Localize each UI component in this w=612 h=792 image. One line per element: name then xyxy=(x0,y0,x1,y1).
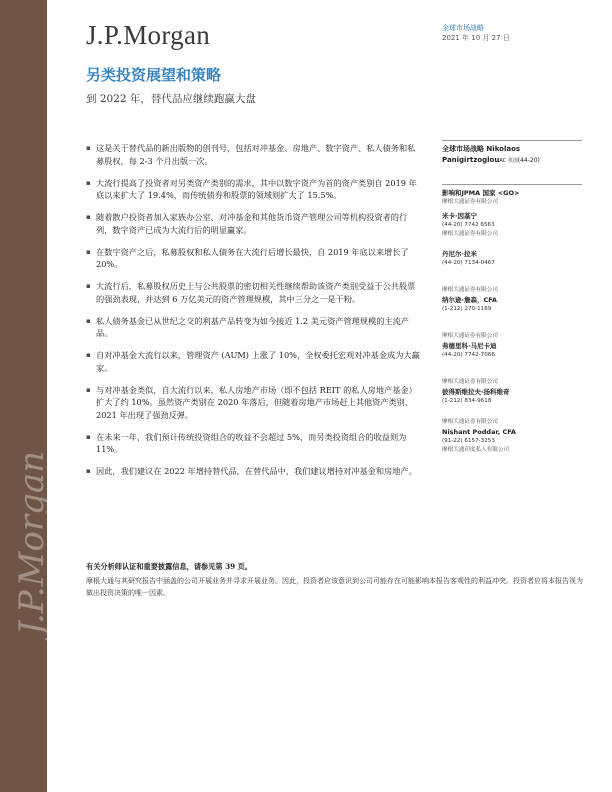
analyst-entry xyxy=(442,332,582,360)
key-point: ▪ 自对冲基金大流行以来，管理资产 (AUM) 上涨了 10%，全权委托宏观对冲基金成为大赢家。 xyxy=(86,349,422,374)
analyst-entry xyxy=(442,378,582,406)
jpmorgan-logo: J.P.Morgan xyxy=(86,20,211,50)
side-watermark-logo-text: J.P.Morgan xyxy=(12,450,52,635)
analyst-firm: 摩根大通证券有限公司 xyxy=(442,199,498,205)
page-title: 另类投资展望和策略 xyxy=(86,66,222,84)
report-date: 2021 年 10 月 27 日 xyxy=(442,34,510,42)
report-series: 全球市场战略 xyxy=(442,24,484,32)
lead-analyst xyxy=(442,140,582,167)
lead-analyst-phone: (44-20) xyxy=(517,157,540,164)
analyst-entry xyxy=(442,418,582,455)
analyst-phone: (91-22) 6157-3253 xyxy=(442,438,495,444)
lead-analyst-title: 全球市场战略 Nikolaos xyxy=(442,145,521,153)
analyst-panel xyxy=(442,140,582,455)
analyst-firm: 摩根大通证券有限公司 xyxy=(442,333,498,339)
analyst-entry xyxy=(442,249,582,268)
analyst-name: 丹尼尔·拉米 xyxy=(442,250,477,258)
key-point: ▪ 私人债务基金已从世纪之交的利基产品转变为如今接近 1.2 美元资产管理规模的主流产品。 xyxy=(86,315,422,340)
analyst-name: Nishant Poddar, CFA xyxy=(442,428,516,436)
key-point: ▪ 这是关于替代品的新出版物的创刊号，包括对冲基金、房地产、数字资产、私人债务和私募股权，每 2-3 个月出版一次。 xyxy=(86,142,422,167)
analyst-firm: 摩根大通证券有限公司 xyxy=(442,379,498,385)
disclosure-heading: 有关分析师认证和重要披露信息，请参见第 39 页。 xyxy=(86,562,252,571)
page-subtitle: 到 2022 年，替代品应继续跑赢大盘 xyxy=(86,93,256,105)
analyst-phone: (44-20) 7742-7066 xyxy=(442,352,495,358)
disclosure-text: 摩根大通与其研究报告中涵盖的公司开展业务并寻求开展业务。因此，投资者应该意识到公司可能存在可能影响本报告客观性的利益冲突。投资者应将本报告视为做出投资决策的唯一因素。 xyxy=(86,577,583,597)
analyst-name: 彼得斯维拉夫·扬科维奇 xyxy=(442,388,510,396)
analyst-entry xyxy=(442,184,582,207)
key-point: ▪ 在未来一年，我们预计传统投资组合的收益不会超过 5%，而另类投资组合的收益则为 11%。 xyxy=(86,431,422,456)
analyst-phone: (44-20) 7742 6563 xyxy=(442,222,495,228)
lead-analyst-name: Panigirtzoglou xyxy=(442,156,500,164)
analyst-phone: (1-212) 270-1169 xyxy=(442,306,492,312)
side-band xyxy=(0,0,47,792)
analyst-name: 影响和JPMA 国家 <GO> xyxy=(442,189,520,197)
analyst-entry xyxy=(442,211,582,239)
lead-analyst-name-row xyxy=(442,155,582,167)
analyst-name: 弗德里科·马尼卡迪 xyxy=(442,342,497,350)
lead-analyst-marker: AC 英国 xyxy=(499,158,518,164)
key-point: ▪ 大流行提高了投资者对另类资产类别的需求，其中以数字资产为首的资产类别自 2019 年底以来扩大了 19.4%，而传统债券和股票的领域则扩大了 15.5%。 xyxy=(86,177,422,202)
analyst-firm: 摩根大通证券有限公司 xyxy=(442,287,498,293)
analyst-name: 纳尔逊·詹森，CFA xyxy=(442,296,497,304)
key-points-list xyxy=(86,142,422,487)
analyst-firm: 摩根大通证券有限公司 xyxy=(442,231,498,237)
analyst-entry xyxy=(442,286,582,314)
analyst-name: 米卡·因基宁 xyxy=(442,212,477,220)
key-point: ▪ 因此，我们建议在 2022 年增持替代品，在替代品中，我们建议增持对冲基金和房地产。 xyxy=(86,465,422,478)
key-point: ▪ 随着散户投资者加入家族办公室、对冲基金和其他货币资产管理公司等机构投资者的行列，数字资产已成为大流行后的明显赢家。 xyxy=(86,211,422,236)
key-point: ▪ 大流行后，私募股权历史上与公共股票的密切相关性继续帮助该资产类别受益于公共股票的强劲表现，并达到 6 万亿美元的资产管理规模，其中三分之一是干粉。 xyxy=(86,280,422,305)
side-watermark-logo xyxy=(0,420,52,660)
key-point: ▪ 在数字资产之后，私募股权和私人债务在大流行后增长最快，自 2019 年底以来增长了 20%。 xyxy=(86,246,422,271)
key-point: ▪ 与对冲基金类似，自大流行以来，私人房地产市场（即不包括 REIT 的私人房地产基金）扩大了约 10%。虽然资产类别在 2020 年落后，但随着房地产市场赶上其他资产类别，2021 年出现了强劲反弹。 xyxy=(86,384,422,422)
analyst-phone: (44-20) 7134-0467 xyxy=(442,260,495,266)
analyst-firm: 摩根大通证券有限公司 xyxy=(442,419,498,425)
analyst-firm: 摩根大通印度私人有限公司 xyxy=(442,447,510,453)
analyst-phone: (1-212) 834-9618 xyxy=(442,398,492,404)
